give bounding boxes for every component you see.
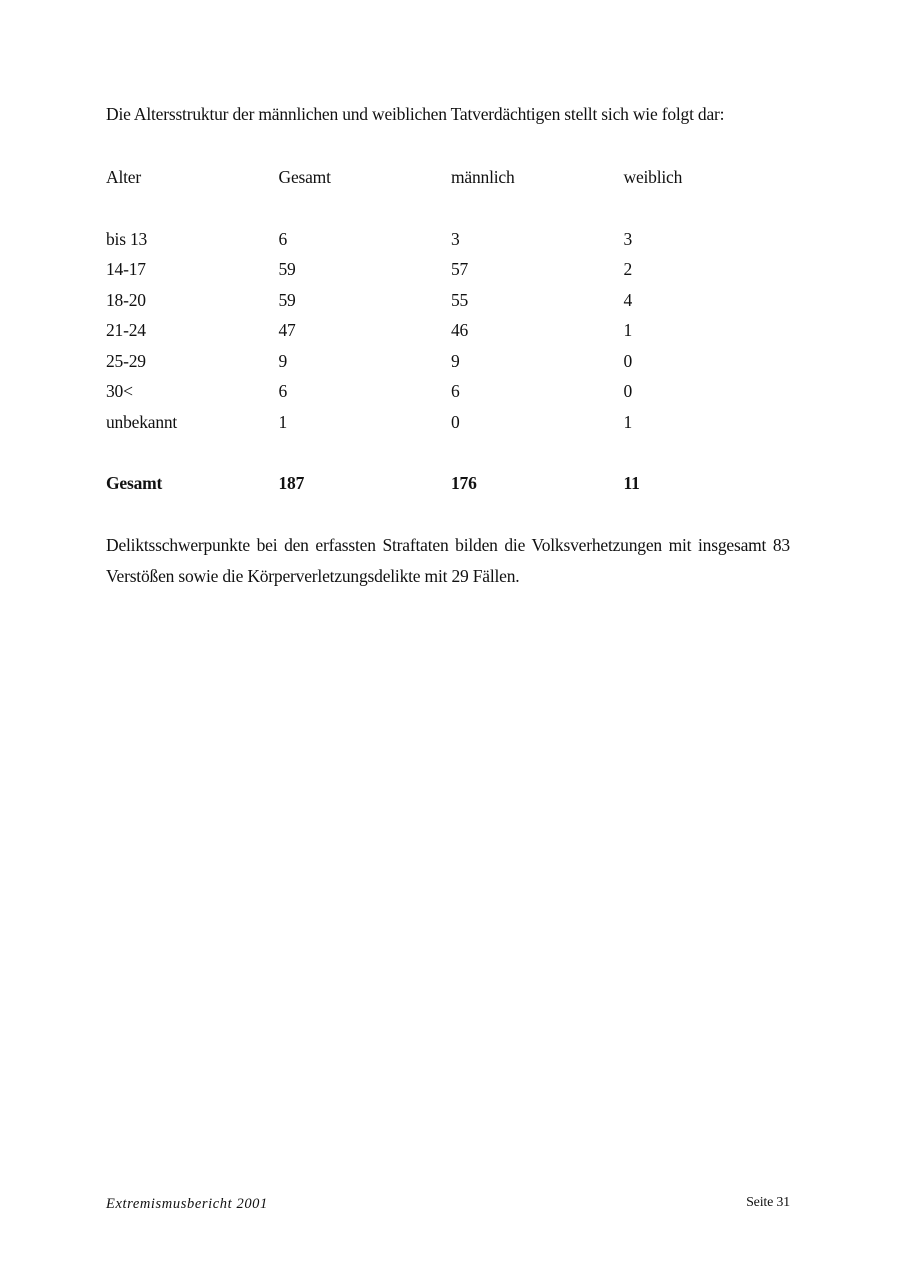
cell-gesamt: 9 — [278, 350, 288, 371]
cell-gesamt: 59 — [278, 259, 296, 279]
cell-maennlich: 9 — [451, 350, 460, 371]
cell-gesamt: 1 — [278, 411, 288, 432]
total-weiblich: 11 — [623, 473, 640, 493]
table-row — [106, 378, 796, 409]
cell-alter: 30< — [106, 381, 133, 401]
cell-alter: unbekannt — [106, 411, 178, 432]
cell-weiblich: 1 — [623, 411, 633, 432]
table-row — [106, 317, 796, 348]
cell-maennlich: 6 — [451, 381, 460, 401]
intro-text: Die Altersstruktur der männlichen und weiblichen Tatverdächtigen stellt sich wie folgt dar: — [106, 104, 725, 124]
cell-maennlich: 46 — [451, 320, 469, 340]
total-gesamt: 187 — [278, 473, 305, 493]
cell-gesamt: 6 — [278, 228, 288, 249]
footer-title: Extremismusbericht 2001 — [106, 1196, 268, 1212]
header-gesamt: Gesamt — [278, 167, 331, 187]
total-label: Gesamt — [106, 473, 163, 493]
cell-maennlich: 57 — [451, 259, 469, 279]
cell-weiblich: 0 — [623, 381, 633, 401]
cell-weiblich: 1 — [623, 320, 633, 340]
cell-weiblich: 0 — [623, 350, 633, 371]
header-alter: Alter — [106, 167, 141, 187]
table-header-row — [106, 164, 796, 195]
summary-paragraph: Deliktsschwerpunkte bei den erfassten Straftaten bilden die Volksverhetzungen mit insgesamt 83 Verstößen sowie die Körperverletzungsdelikte mit 29 Fällen. — [106, 535, 790, 586]
age-table — [106, 164, 796, 501]
cell-gesamt: 47 — [278, 320, 296, 340]
cell-alter: 14-17 — [106, 259, 146, 279]
cell-weiblich: 3 — [623, 228, 633, 249]
cell-gesamt: 59 — [278, 289, 296, 310]
cell-alter: bis 13 — [106, 228, 148, 249]
cell-alter: 25-29 — [106, 350, 146, 371]
header-maennlich: männlich — [451, 167, 515, 187]
total-maennlich: 176 — [451, 473, 477, 493]
table-row — [106, 256, 796, 287]
table-row — [106, 348, 796, 379]
cell-alter: 21-24 — [106, 320, 146, 340]
cell-weiblich: 2 — [623, 259, 633, 279]
cell-maennlich: 3 — [451, 228, 460, 249]
cell-weiblich: 4 — [623, 289, 633, 310]
cell-maennlich: 0 — [451, 411, 460, 432]
page-number: Seite 31 — [746, 1195, 790, 1210]
cell-gesamt: 6 — [278, 381, 288, 401]
table-total-row — [106, 470, 796, 501]
table-row — [106, 287, 796, 318]
table-row — [106, 409, 796, 440]
table-row — [106, 226, 796, 257]
cell-maennlich: 55 — [451, 289, 469, 310]
cell-alter: 18-20 — [106, 289, 146, 310]
header-weiblich: weiblich — [623, 167, 683, 187]
